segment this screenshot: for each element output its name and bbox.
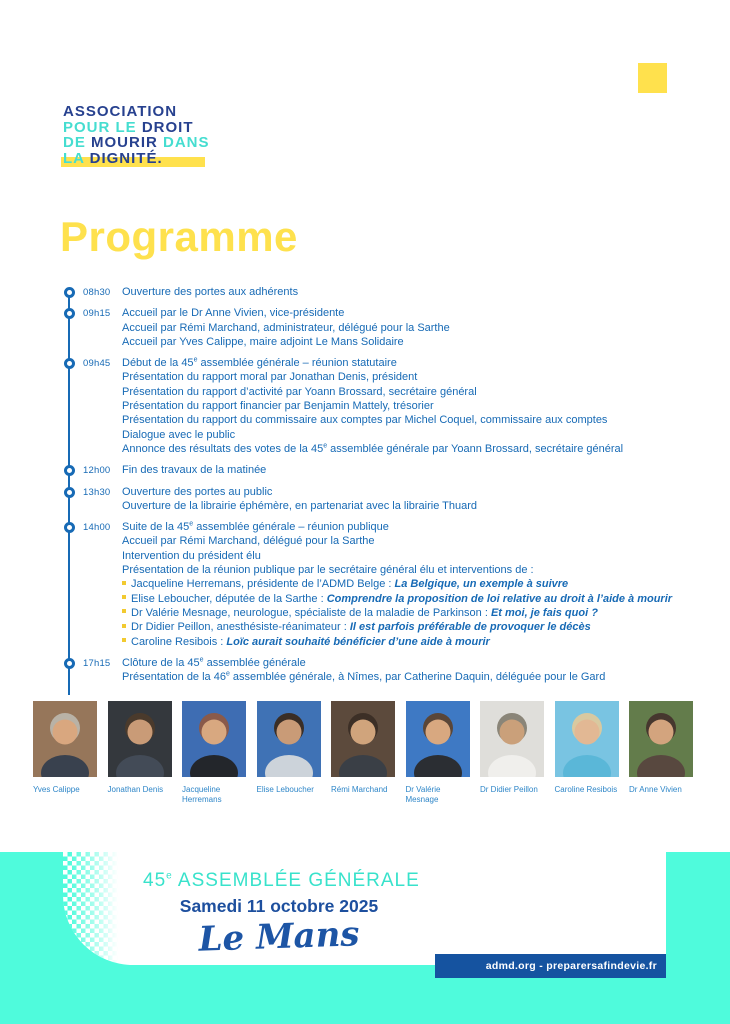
- logo-word: DE: [63, 134, 92, 151]
- bullet-square-icon: [122, 595, 126, 599]
- bullet-square-icon: [122, 609, 126, 613]
- logo-word: LA: [63, 149, 90, 167]
- timeline-dot: [64, 287, 75, 298]
- schedule-time: 13h30: [83, 486, 111, 498]
- schedule-line: Présentation du rapport moral par Jonathan Denis, président: [122, 371, 418, 384]
- person-name: Dr Anne Vivien: [629, 785, 682, 794]
- bullet-square-icon: [122, 624, 126, 628]
- schedule-timeline: [55, 285, 730, 691]
- schedule-time: 12h00: [83, 465, 111, 477]
- speakers-strip: [33, 701, 693, 804]
- schedule-line: Dialogue avec le public: [122, 428, 236, 441]
- schedule-time: 09h15: [83, 308, 111, 320]
- logo-word: DIGNITÉ.: [89, 149, 163, 167]
- schedule-line: Accueil par Rémi Marchand, administrateur, délégué pour la Sarthe: [122, 321, 450, 334]
- footer-band: [0, 852, 730, 1024]
- timeline-dot: [64, 358, 75, 369]
- person-name: Dr Valérie Mesnage: [405, 785, 441, 804]
- schedule-line: Clôture de la 45e assemblée générale: [122, 656, 306, 669]
- schedule-group: [55, 285, 730, 299]
- schedule-group: [55, 485, 730, 514]
- schedule-group: [55, 520, 730, 649]
- schedule-line: Dr Didier Peillon, anesthésiste-réanimateur : Il est parfois préférable de provoquer le décès: [122, 620, 730, 634]
- schedule-line: Intervention du président élu: [122, 549, 261, 562]
- person-photo: [555, 701, 619, 777]
- logo-word: MOURIR: [91, 134, 164, 151]
- logo-line: [63, 104, 210, 120]
- person-name: Caroline Resibois: [554, 785, 618, 794]
- bullet-square-icon: [122, 638, 126, 642]
- person-photo: [257, 701, 321, 777]
- schedule-group: [55, 306, 730, 349]
- person-photo: [33, 701, 97, 777]
- schedule-line: Présentation du rapport du commissaire aux comptes par Michel Coquel, commissaire aux comptes: [122, 414, 608, 427]
- person-name: Yves Calippe: [33, 785, 80, 794]
- logo-word: POUR LE: [63, 118, 142, 136]
- person: [555, 701, 619, 804]
- schedule-line: Début de la 45e assemblée générale – réunion statutaire: [122, 356, 397, 370]
- person-name: Rémi Marchand: [331, 785, 388, 794]
- logo-line: [63, 135, 210, 151]
- person: [108, 701, 172, 804]
- schedule-line: Présentation de la 46e assemblée générale, à Nîmes, par Catherine Daquin, déléguée pour le Gard: [122, 670, 606, 684]
- halftone-pattern-decor: [63, 852, 121, 965]
- event-city: Le Mans: [197, 914, 361, 960]
- person-photo: [629, 701, 693, 777]
- schedule-line: Accueil par Yves Calippe, maire adjoint Le Mans Solidaire: [122, 335, 404, 348]
- timeline-dot: [64, 658, 75, 669]
- logo-word: ASSOCIATION: [63, 103, 178, 120]
- schedule-line: Dr Valérie Mesnage, neurologue, spécialiste de la maladie de Parkinson : Et moi, je fais quoi ?: [122, 606, 730, 620]
- person: [480, 701, 544, 804]
- yellow-square-decor: [638, 63, 667, 93]
- person: [257, 701, 321, 804]
- schedule-line: Annonce des résultats des votes de la 45e assemblée générale par Yoann Brossard, secrétaire général: [122, 442, 624, 455]
- schedule-line: Ouverture de la librairie éphémère, en partenariat avec la librairie Thuard: [122, 499, 478, 512]
- timeline-dot: [64, 308, 75, 319]
- person-name: Elise Leboucher: [256, 785, 314, 794]
- bullet-square-icon: [122, 581, 126, 585]
- person-name: Jacqueline Herremans: [182, 785, 222, 804]
- logo-line: [63, 151, 210, 167]
- person-photo: [331, 701, 395, 777]
- schedule-line: Suite de la 45e assemblée générale – réunion publique: [122, 520, 389, 534]
- event-date: Samedi 11 octobre 2025: [179, 896, 379, 916]
- schedule-line: Fin des travaux de la matinée: [122, 464, 267, 477]
- page-title: Programme: [60, 213, 298, 260]
- logo-line: [63, 120, 210, 136]
- schedule-line: Caroline Resibois : Loïc aurait souhaité bénéficier d’une aide à mourir: [122, 635, 730, 649]
- person: [33, 701, 97, 804]
- schedule-line: Accueil par Rémi Marchand, délégué pour la Sarthe: [122, 535, 375, 548]
- schedule-line: Présentation du rapport financier par Benjamin Mattely, trésorier: [122, 400, 434, 413]
- schedule-time: 14h00: [83, 522, 111, 534]
- event-title: 45e ASSEMBLÉE GÉNÉRALE: [143, 870, 420, 891]
- person-name: Jonathan Denis: [107, 785, 164, 794]
- person-photo: [182, 701, 246, 777]
- schedule-line: Présentation du rapport d’activité par Yoann Brossard, secrétaire général: [122, 385, 477, 398]
- event-info: [143, 870, 420, 960]
- person-photo: [406, 701, 470, 777]
- schedule-line: Ouverture des portes au public: [122, 485, 273, 498]
- schedule-line: Présentation de la réunion publique par le secrétaire général élu et interventions de :: [122, 564, 534, 577]
- person-photo: [108, 701, 172, 777]
- schedule-time: 09h45: [83, 358, 111, 370]
- person-name: Dr Didier Peillon: [480, 785, 538, 794]
- admd-logo: [63, 104, 210, 166]
- schedule-group: [55, 463, 730, 477]
- schedule-group: [55, 356, 730, 456]
- person: [182, 701, 246, 804]
- timeline-dot: [64, 465, 75, 476]
- schedule-time: 08h30: [83, 287, 111, 298]
- logo-word: DANS: [163, 134, 210, 151]
- timeline-dot: [64, 522, 75, 533]
- schedule-group: [55, 656, 730, 685]
- schedule-line: Accueil par le Dr Anne Vivien, vice-présidente: [122, 307, 345, 320]
- footer-panel: [63, 852, 666, 965]
- person-photo: [480, 701, 544, 777]
- person: [331, 701, 395, 804]
- logo-word: DROIT: [141, 118, 194, 136]
- schedule-line: Elise Leboucher, députée de la Sarthe : Comprendre la proposition de loi relative au droit à l’aide à mourir: [122, 592, 730, 606]
- person: [406, 701, 470, 804]
- person: [629, 701, 693, 804]
- schedule-time: 17h15: [83, 657, 111, 669]
- timeline-dot: [64, 487, 75, 498]
- schedule-line: Jacqueline Herremans, présidente de l’ADMD Belge : La Belgique, un exemple à suivre: [122, 577, 730, 591]
- schedule-line: Ouverture des portes aux adhérents: [122, 286, 299, 298]
- website-links[interactable]: admd.org - preparersafindevie.fr: [435, 954, 666, 978]
